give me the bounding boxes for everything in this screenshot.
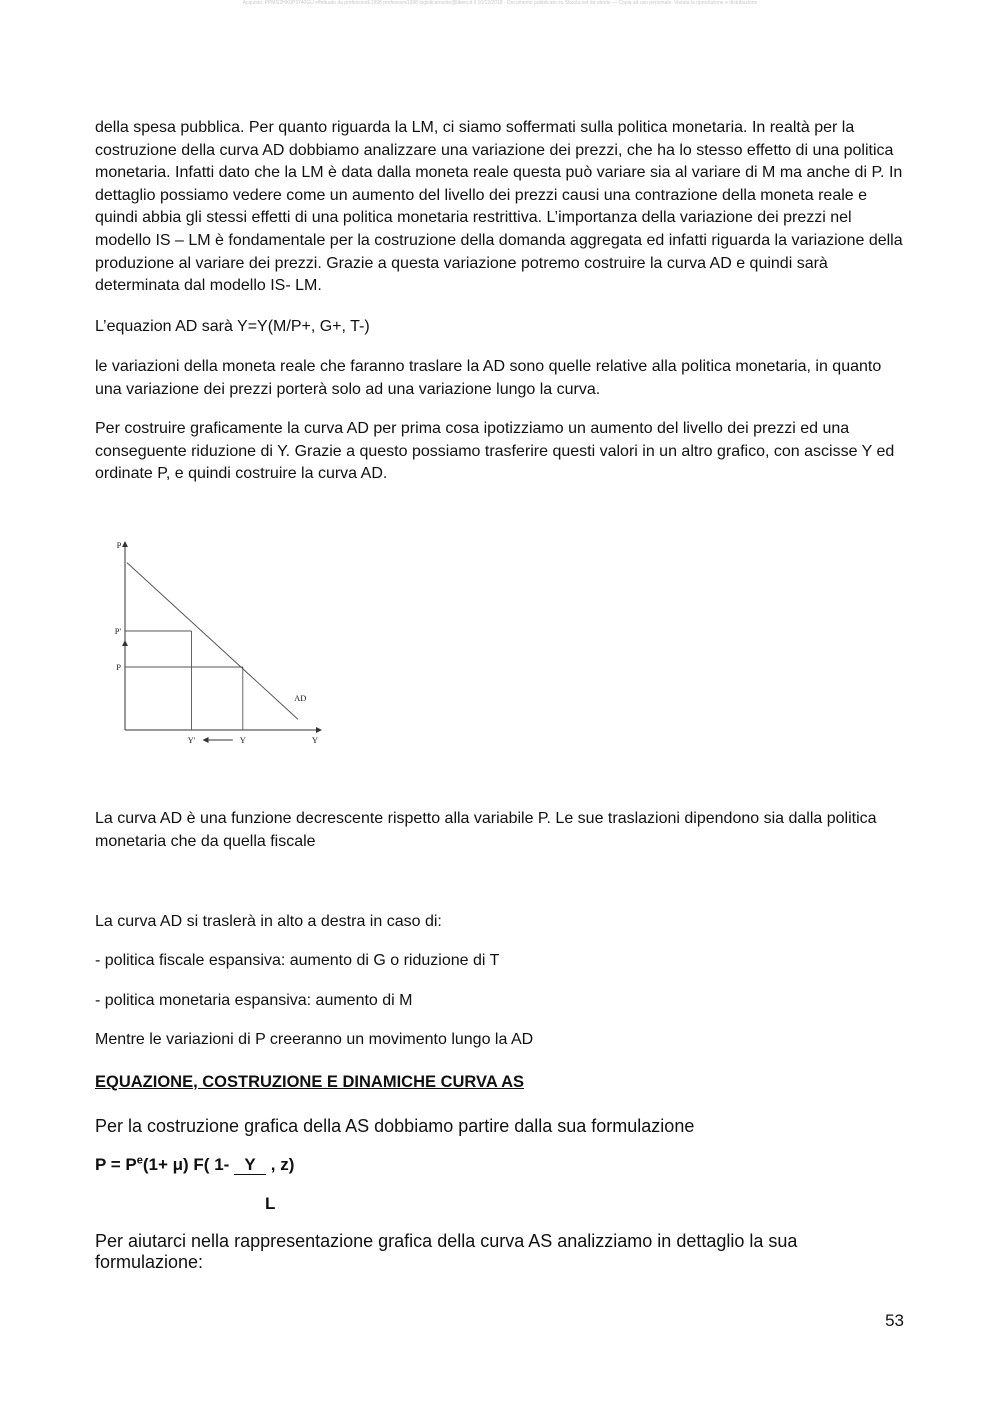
equation-right: , z) (266, 1155, 295, 1174)
equation-left: P = P (95, 1155, 137, 1174)
watermark-text: Acquisto: PPMG2HK0P3740GU effettuato da professionE1998 professore1998 logisticamente@libero.it il 10/12/2018 - Documento pubblicato su Skuola.net da utente — Copia ad uso personale. Vietata la riproduzione e distribuzione (242, 0, 758, 6)
paragraph-as-intro: Per la costruzione grafica della AS dobbiamo partire dalla sua formulazione (95, 1116, 695, 1136)
x-tick-label-0: Y' (187, 735, 196, 745)
paragraph-ad-equation: L’equazion AD sarà Y=Y(M/P+, G+, T-) (95, 318, 370, 335)
x-tick-label-1: Y (239, 735, 246, 745)
page-number: 53 (885, 1311, 904, 1330)
equation-denominator: L (265, 1194, 276, 1213)
y-tick-label-0: P' (114, 626, 121, 636)
list-item-monetary: - politica monetaria espansiva: aumento di M (95, 992, 413, 1009)
ad-curve-chart (110, 540, 340, 750)
list-item-fiscal: - politica fiscale espansiva: aumento di G o riduzione di T (95, 952, 500, 969)
section-heading-as: EQUAZIONE, COSTRUZIONE E DINAMICHE CURVA AS (95, 1073, 525, 1091)
x-axis-label: Y (311, 735, 319, 745)
paragraph-ad-shift: La curva AD si traslerà in alto a destra in caso di: (95, 913, 442, 930)
y-tick-label-1: P (116, 662, 121, 672)
ad-curve-line (127, 563, 298, 720)
equation-numerator: Y (234, 1156, 266, 1175)
paragraph-as-analysis: Per aiutarci nella rappresentazione grafica della curva AS analizziamo in dettaglio la sua formulazione: (95, 1231, 798, 1272)
equation-superscript: e (136, 1154, 143, 1167)
paragraph-ad-construction: Per costruire graficamente la curva AD per prima cosa ipotizziamo un aumento del livello dei prezzi ed una conseguente riduzione di Y. Grazie a questo possiamo trasferire questi valori in un altro grafico, con ascisse Y ed ordinate P, e quindi costruire la curva AD. (95, 420, 895, 483)
as-equation (95, 1153, 905, 1177)
paragraph-real-money: le variazioni della moneta reale che faranno traslare la AD sono quelle relative alla politica monetaria, in quanto una variazione dei prezzi porterà solo ad una variazione lungo la curva. (95, 358, 882, 398)
y-axis-label: P (116, 540, 122, 550)
ad-curve-label: AD (294, 693, 307, 704)
paragraph-ad-intro: della spesa pubblica. Per quanto riguarda la LM, ci siamo soffermati sulla politica monetaria. In realtà per la costruzione della curva AD dobbiamo analizzare una variazione dei prezzi, che ha lo stesso effetto di una politica monetaria. Infatti dato che la LM è data dalla moneta reale questa può variare sia al variare di M ma anche di P. In dettaglio possiamo vedere come un aumento del livello dei prezzi causi una contrazione della moneta reale e quindi abbia gli stessi effetti di una politica monetaria restrittiva. L’importanza della variazione dei prezzi nel modello IS – LM è fondamentale per la costruzione della domanda aggregata ed infatti riguarda la variazione della produzione al variare dei prezzi. Grazie a questa variazione potremo costruire la curva AD e quindi sarà determinata dal modello IS- LM. (95, 119, 903, 295)
paragraph-ad-decreasing: La curva AD è una funzione decrescente rispetto alla variabile P. Le sue traslazioni dipendono sia dalla politica monetaria che da quella fiscale (95, 810, 877, 850)
equation-middle: (1+ μ) F( 1- (142, 1155, 235, 1174)
paragraph-movement-along: Mentre le variazioni di P creeranno un movimento lungo la AD (95, 1031, 534, 1048)
